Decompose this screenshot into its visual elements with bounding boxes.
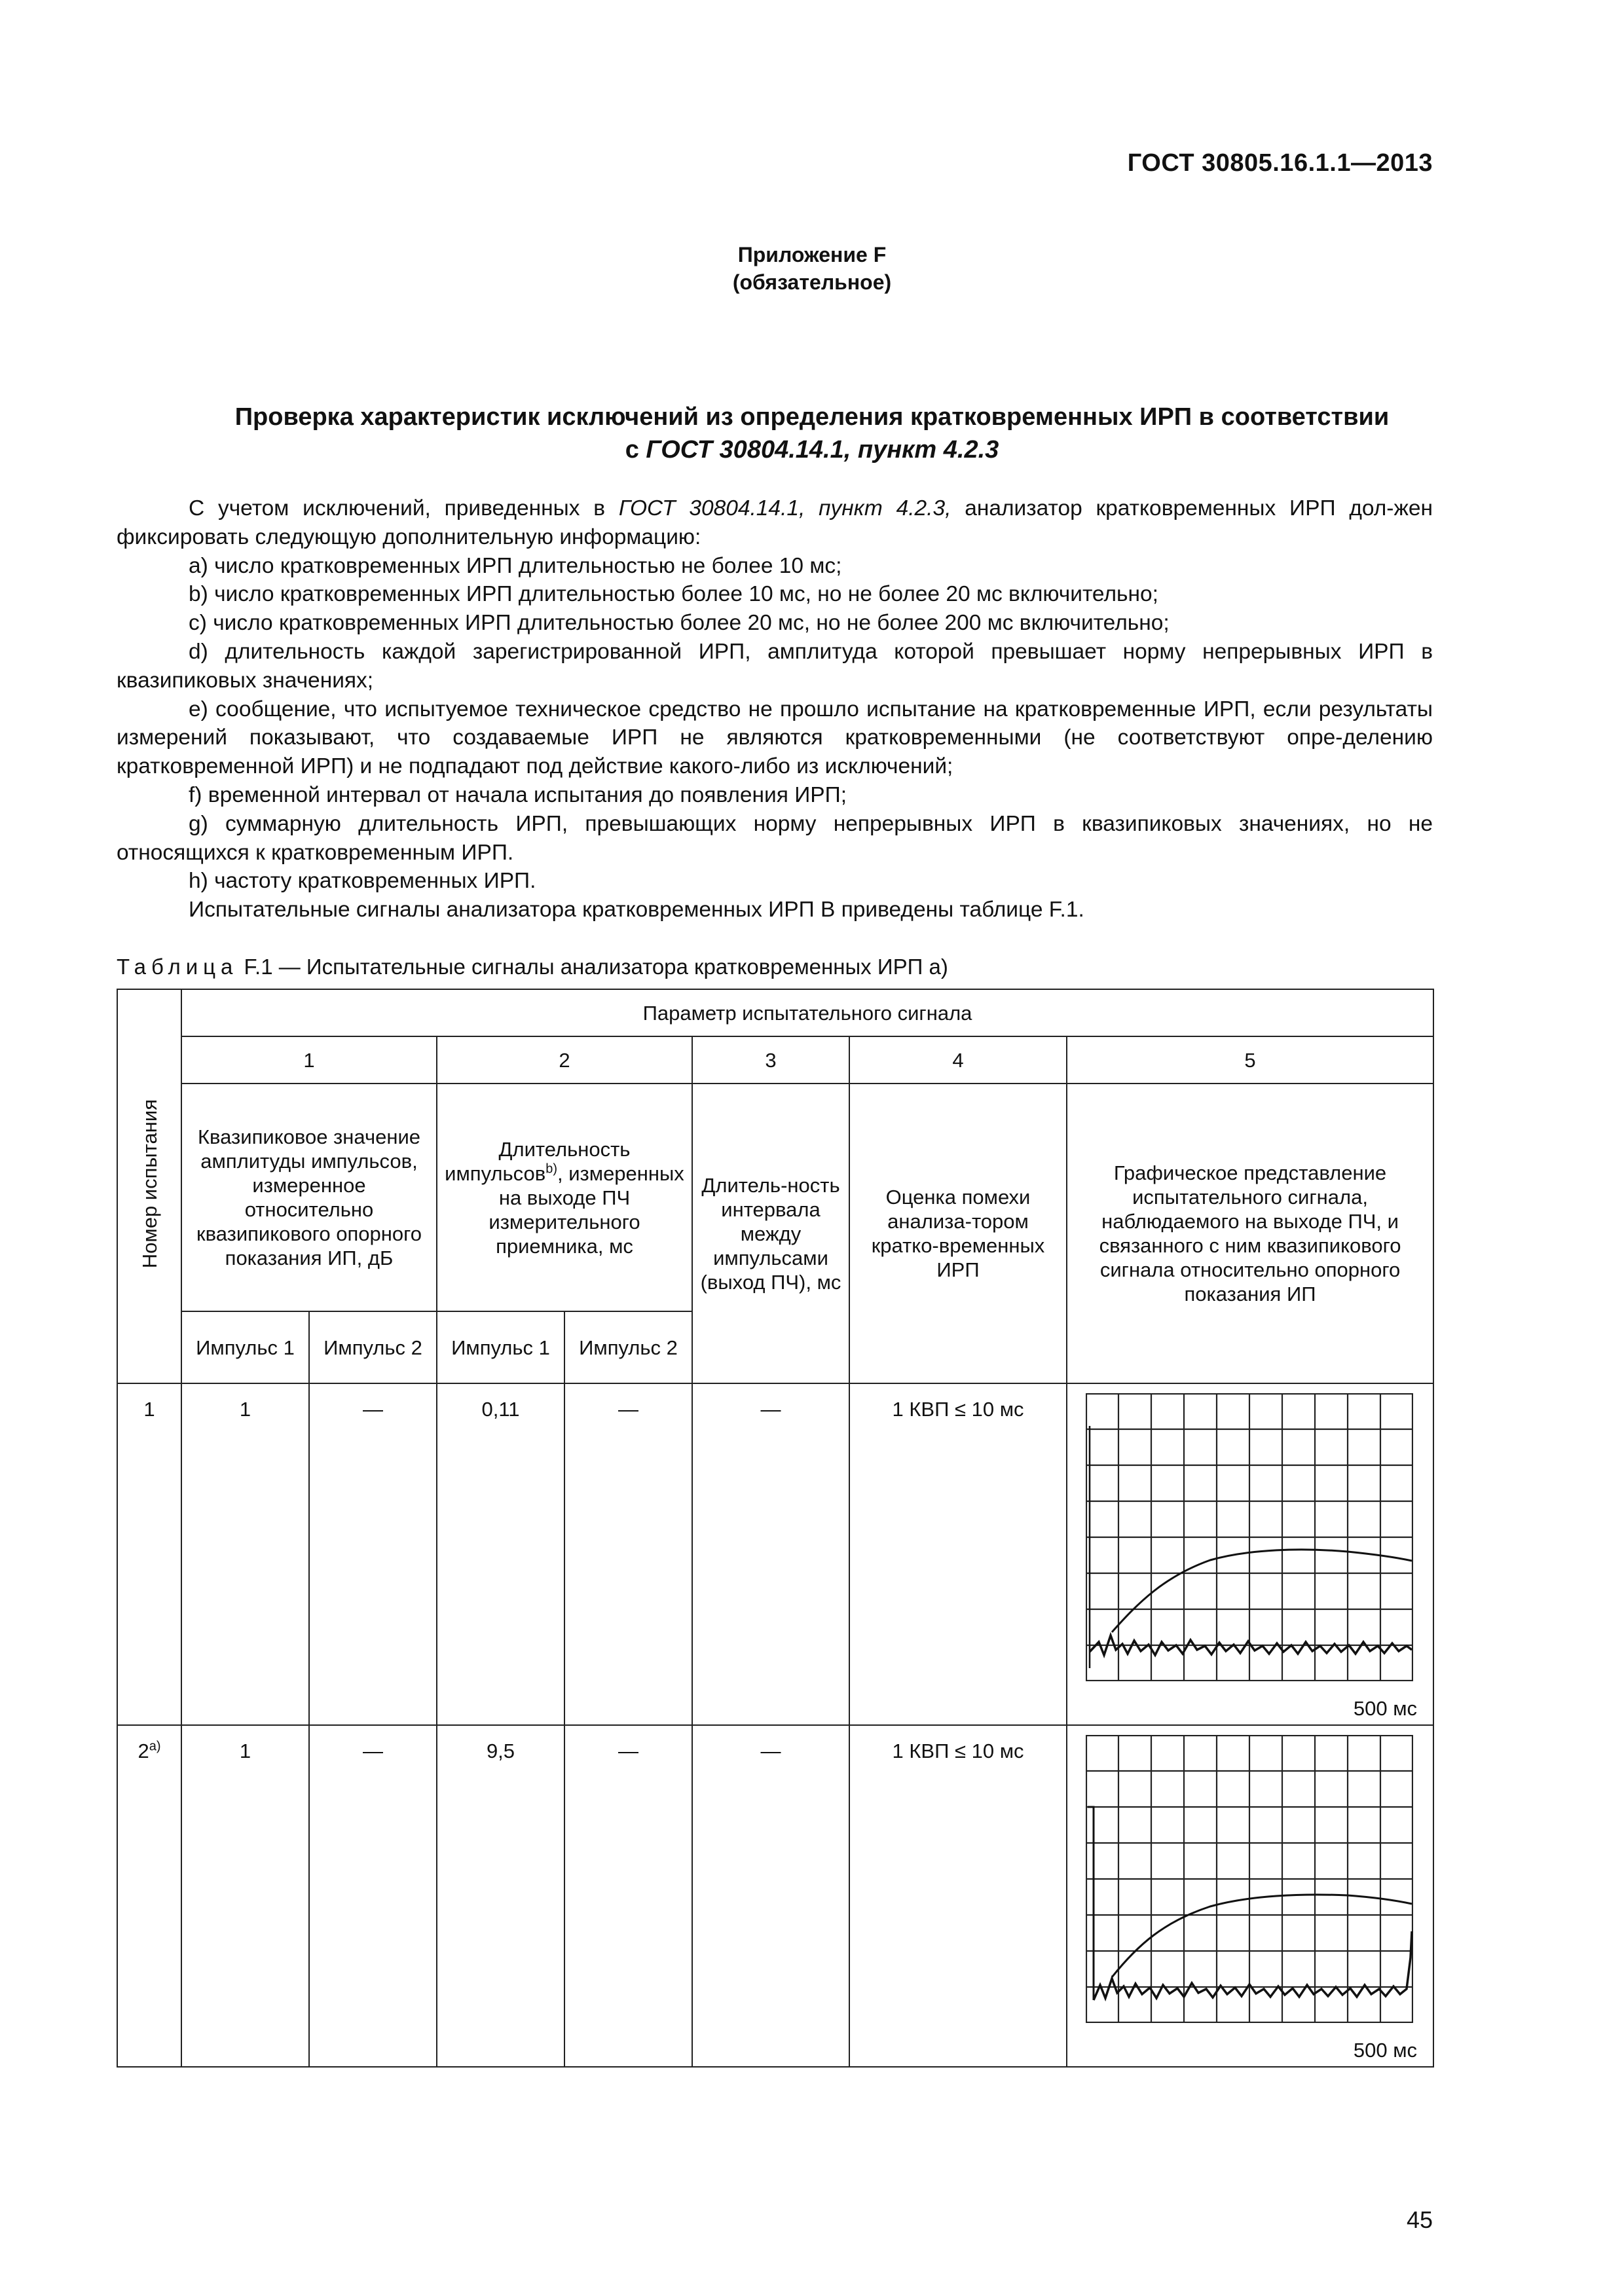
section-title [98, 401, 1526, 466]
duration-1-cell: 0,11 [437, 1383, 564, 1725]
quasi-peak-curve-1 [1112, 1550, 1412, 1632]
column-number-3: 3 [692, 1036, 849, 1084]
signal-graph-2 [1067, 1726, 1433, 2066]
duration-2-cell: — [564, 1725, 692, 2067]
amplitude-impulse-1: Импульс 1 [181, 1311, 309, 1383]
list-item-h: h) частоту кратковременных ИРП. [189, 869, 536, 894]
graph-cell [1067, 1725, 1433, 2067]
column-number-4: 4 [849, 1036, 1067, 1084]
section-title-line2 [98, 433, 1526, 466]
section-title-line1: Проверка характеристик исключений из определения кратковременных ИРП в соответствии [234, 403, 1390, 431]
list-item-g: g) суммарную длительность ИРП, превышающих норму непрерывных ИРП в квазипиковых значениях, но не относящихся к кратковременным ИРП. [117, 811, 1433, 865]
table-header-row [117, 989, 1433, 1036]
table-caption-label: Таблица [117, 955, 238, 979]
intro-after: анализатор кратковременных ИРП дол-жен фиксировать следующую дополнительную информацию: [117, 496, 1433, 549]
amplitude-1-cell: 1 [181, 1383, 309, 1725]
intro-reference: ГОСТ 30804.14.1, пункт 4.2.3, [618, 496, 951, 520]
test-number: 2 [138, 1740, 149, 1762]
amplitude-header: Квазипиковое значение амплитуды импульсов, измеренное относительно квазипикового опорного показания ИП, дБ [181, 1084, 437, 1311]
oscillogram-grid [1086, 1394, 1412, 1681]
body-text [117, 494, 1433, 924]
amplitude-1-cell: 1 [181, 1725, 309, 2067]
page-number: 45 [1406, 2206, 1433, 2233]
parameter-header: Параметр испытательного сигнала [181, 989, 1433, 1036]
duration-header-text: Длительность импульсов [445, 1137, 631, 1185]
intro-paragraph [117, 494, 1433, 552]
table-row [117, 1725, 1433, 2067]
noise-trace-2 [1094, 1931, 1412, 2000]
list-item-d: d) длительность каждой зарегистрированной ИРП, амплитуда которой превышает норму непрерывных ИРП в квазипиковых значениях; [117, 639, 1433, 693]
signal-graph-1 [1067, 1384, 1433, 1724]
duration-footnote-mark: b) [545, 1161, 557, 1176]
impulse-spike-2 [1088, 1807, 1094, 2000]
duration-header [437, 1084, 692, 1311]
duration-1-cell: 9,5 [437, 1725, 564, 2067]
graph-cell [1067, 1383, 1433, 1725]
column-number-2: 2 [437, 1036, 692, 1084]
quasi-peak-curve-2 [1112, 1895, 1412, 1977]
evaluation-cell: 1 КВП ≤ 10 мс [849, 1725, 1067, 2067]
test-number-header [117, 989, 181, 1383]
duration-header-rest: , измеренных на выходе ПЧ измерительного приемника, мс [489, 1161, 684, 1258]
column-number-5: 5 [1067, 1036, 1433, 1084]
amplitude-impulse-2: Импульс 2 [309, 1311, 437, 1383]
test-number-footnote: а) [149, 1739, 161, 1754]
test-number: 1 [143, 1398, 155, 1421]
column-number-row [117, 1036, 1433, 1084]
evaluation-header: Оценка помехи анализа-тором кратко-временных ИРП [849, 1084, 1067, 1383]
document-id: ГОСТ 30805.16.1.1—2013 [1127, 149, 1433, 177]
evaluation-cell: 1 КВП ≤ 10 мс [849, 1383, 1067, 1725]
appendix-heading [0, 241, 1624, 296]
table-caption [117, 955, 948, 979]
duration-impulse-1: Импульс 1 [437, 1311, 564, 1383]
list-item-f: f) временной интервал от начала испытания до появления ИРП; [189, 782, 847, 807]
section-title-reference: ГОСТ 30804.14.1, пункт 4.2.3 [646, 436, 999, 464]
amplitude-2-cell: — [309, 1383, 437, 1725]
column-description-row [117, 1084, 1433, 1311]
interval-header: Длитель-ность интервала между импульсами (выход ПЧ), мс [692, 1084, 849, 1383]
list-item-b: b) число кратковременных ИРП длительностью более 10 мс, но не более 20 мс включительно; [189, 582, 1158, 607]
list-item-e: e) сообщение, что испытуемое техническое средство не прошло испытание на кратковременные ИРП, если результаты измерений показывают, что создаваемые ИРП не являются кратковременными (не соответствуют опре-делению кратковременной ИРП) и не подпадают под действие какого-либо из исключений; [117, 697, 1433, 779]
table-reference-paragraph: Испытательные сигналы анализатора кратковременных ИРП В приведены таблице F.1. [189, 898, 1084, 922]
graph-time-label: 500 мс [1353, 2039, 1418, 2062]
oscillogram-grid [1086, 1736, 1412, 2022]
graph-header: Графическое представление испытательного сигнала, наблюдаемого на выходе ПЧ, и связанного с ним квазипикового сигнала относительно опорного показания ИП [1067, 1084, 1433, 1383]
test-number-cell [117, 1383, 181, 1725]
list-item-c: c) число кратковременных ИРП длительностью более 20 мс, но не более 200 мс включительно; [189, 611, 1170, 636]
duration-2-cell: — [564, 1383, 692, 1725]
intro-before: С учетом исключений, приведенных в [189, 496, 619, 520]
appendix-status: (обязательное) [732, 270, 892, 294]
list-item-a: a) число кратковременных ИРП длительностью не более 10 мс; [189, 553, 842, 578]
graph-time-label: 500 мс [1353, 1697, 1418, 1720]
section-title-prefix: с [625, 436, 646, 464]
interval-cell: — [692, 1383, 849, 1725]
oscillogram-1 [1086, 1393, 1413, 1681]
duration-impulse-2: Импульс 2 [564, 1311, 692, 1383]
test-number-cell [117, 1725, 181, 2067]
interval-cell: — [692, 1725, 849, 2067]
amplitude-2-cell: — [309, 1725, 437, 2067]
column-number-1: 1 [181, 1036, 437, 1084]
table-caption-text: F.1 — Испытательные сигналы анализатора кратковременных ИРП а) [238, 955, 948, 979]
oscillogram-2 [1086, 1735, 1413, 2023]
table-row [117, 1383, 1433, 1725]
appendix-title: Приложение F [737, 243, 887, 266]
test-number-header-label: Номер испытания [138, 1099, 161, 1269]
signals-table [117, 989, 1434, 2068]
